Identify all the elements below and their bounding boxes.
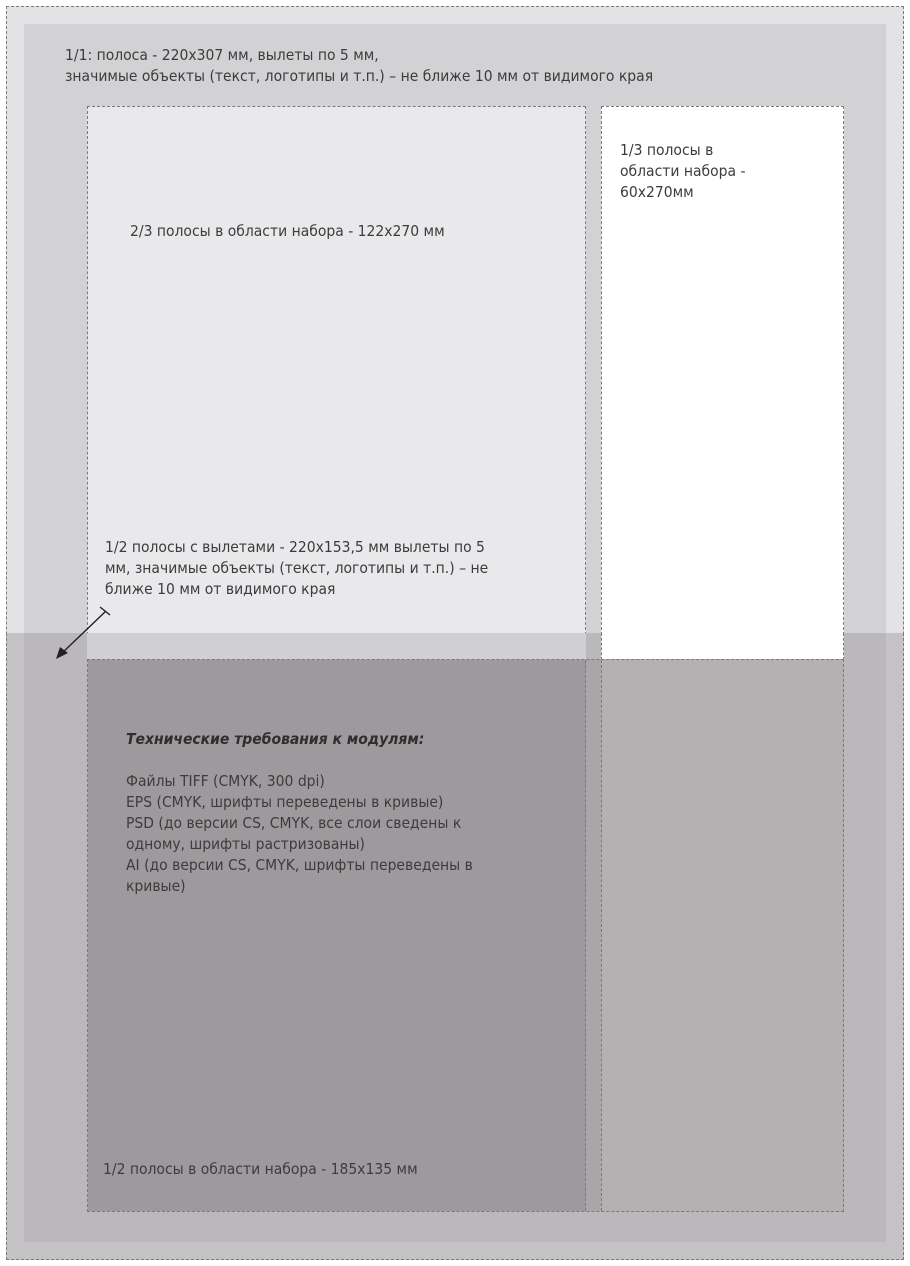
tech-requirements-heading: Технические требования к модулям: xyxy=(126,730,425,748)
module-divider-right xyxy=(601,660,602,1211)
bleed-arrow-icon xyxy=(50,605,114,665)
tech-requirement-item: EPS (CMYK, шрифты переведены в кривые) xyxy=(126,793,444,811)
module-divider-left xyxy=(585,660,586,1211)
half-bleed-label: 1/2 полосы с вылетами - 220x153,5 мм вылеты по 5 мм, значимые объекты (текст, логотипы и т.п.) – не ближе 10 мм от видимого края xyxy=(105,538,489,598)
tech-requirement-item: AI (до версии CS, CMYK, шрифты переведены в кривые) xyxy=(126,856,473,895)
tech-requirements xyxy=(126,729,566,897)
full-page-label: 1/1: полоса - 220x307 мм, вылеты по 5 мм, значимые объекты (текст, логотипы и т.п.) – не ближе 10 мм от видимого края xyxy=(65,46,654,85)
one-third-lower-overlay xyxy=(601,633,844,660)
two-thirds-lower-overlay xyxy=(87,633,586,660)
tech-requirement-item: PSD (до версии CS, CMYK, все слои сведены к одному, шрифты растризованы) xyxy=(126,814,462,853)
tech-requirement-item: Файлы TIFF (CMYK, 300 dpi) xyxy=(126,772,325,790)
one-third-label: 1/3 полосы в области набора - 60x270мм xyxy=(620,141,746,201)
half-type-area-label: 1/2 полосы в области набора - 185x135 мм xyxy=(103,1160,418,1178)
two-thirds-label: 2/3 полосы в области набора - 122x270 мм xyxy=(130,222,445,240)
gutter-strip xyxy=(586,660,601,1211)
